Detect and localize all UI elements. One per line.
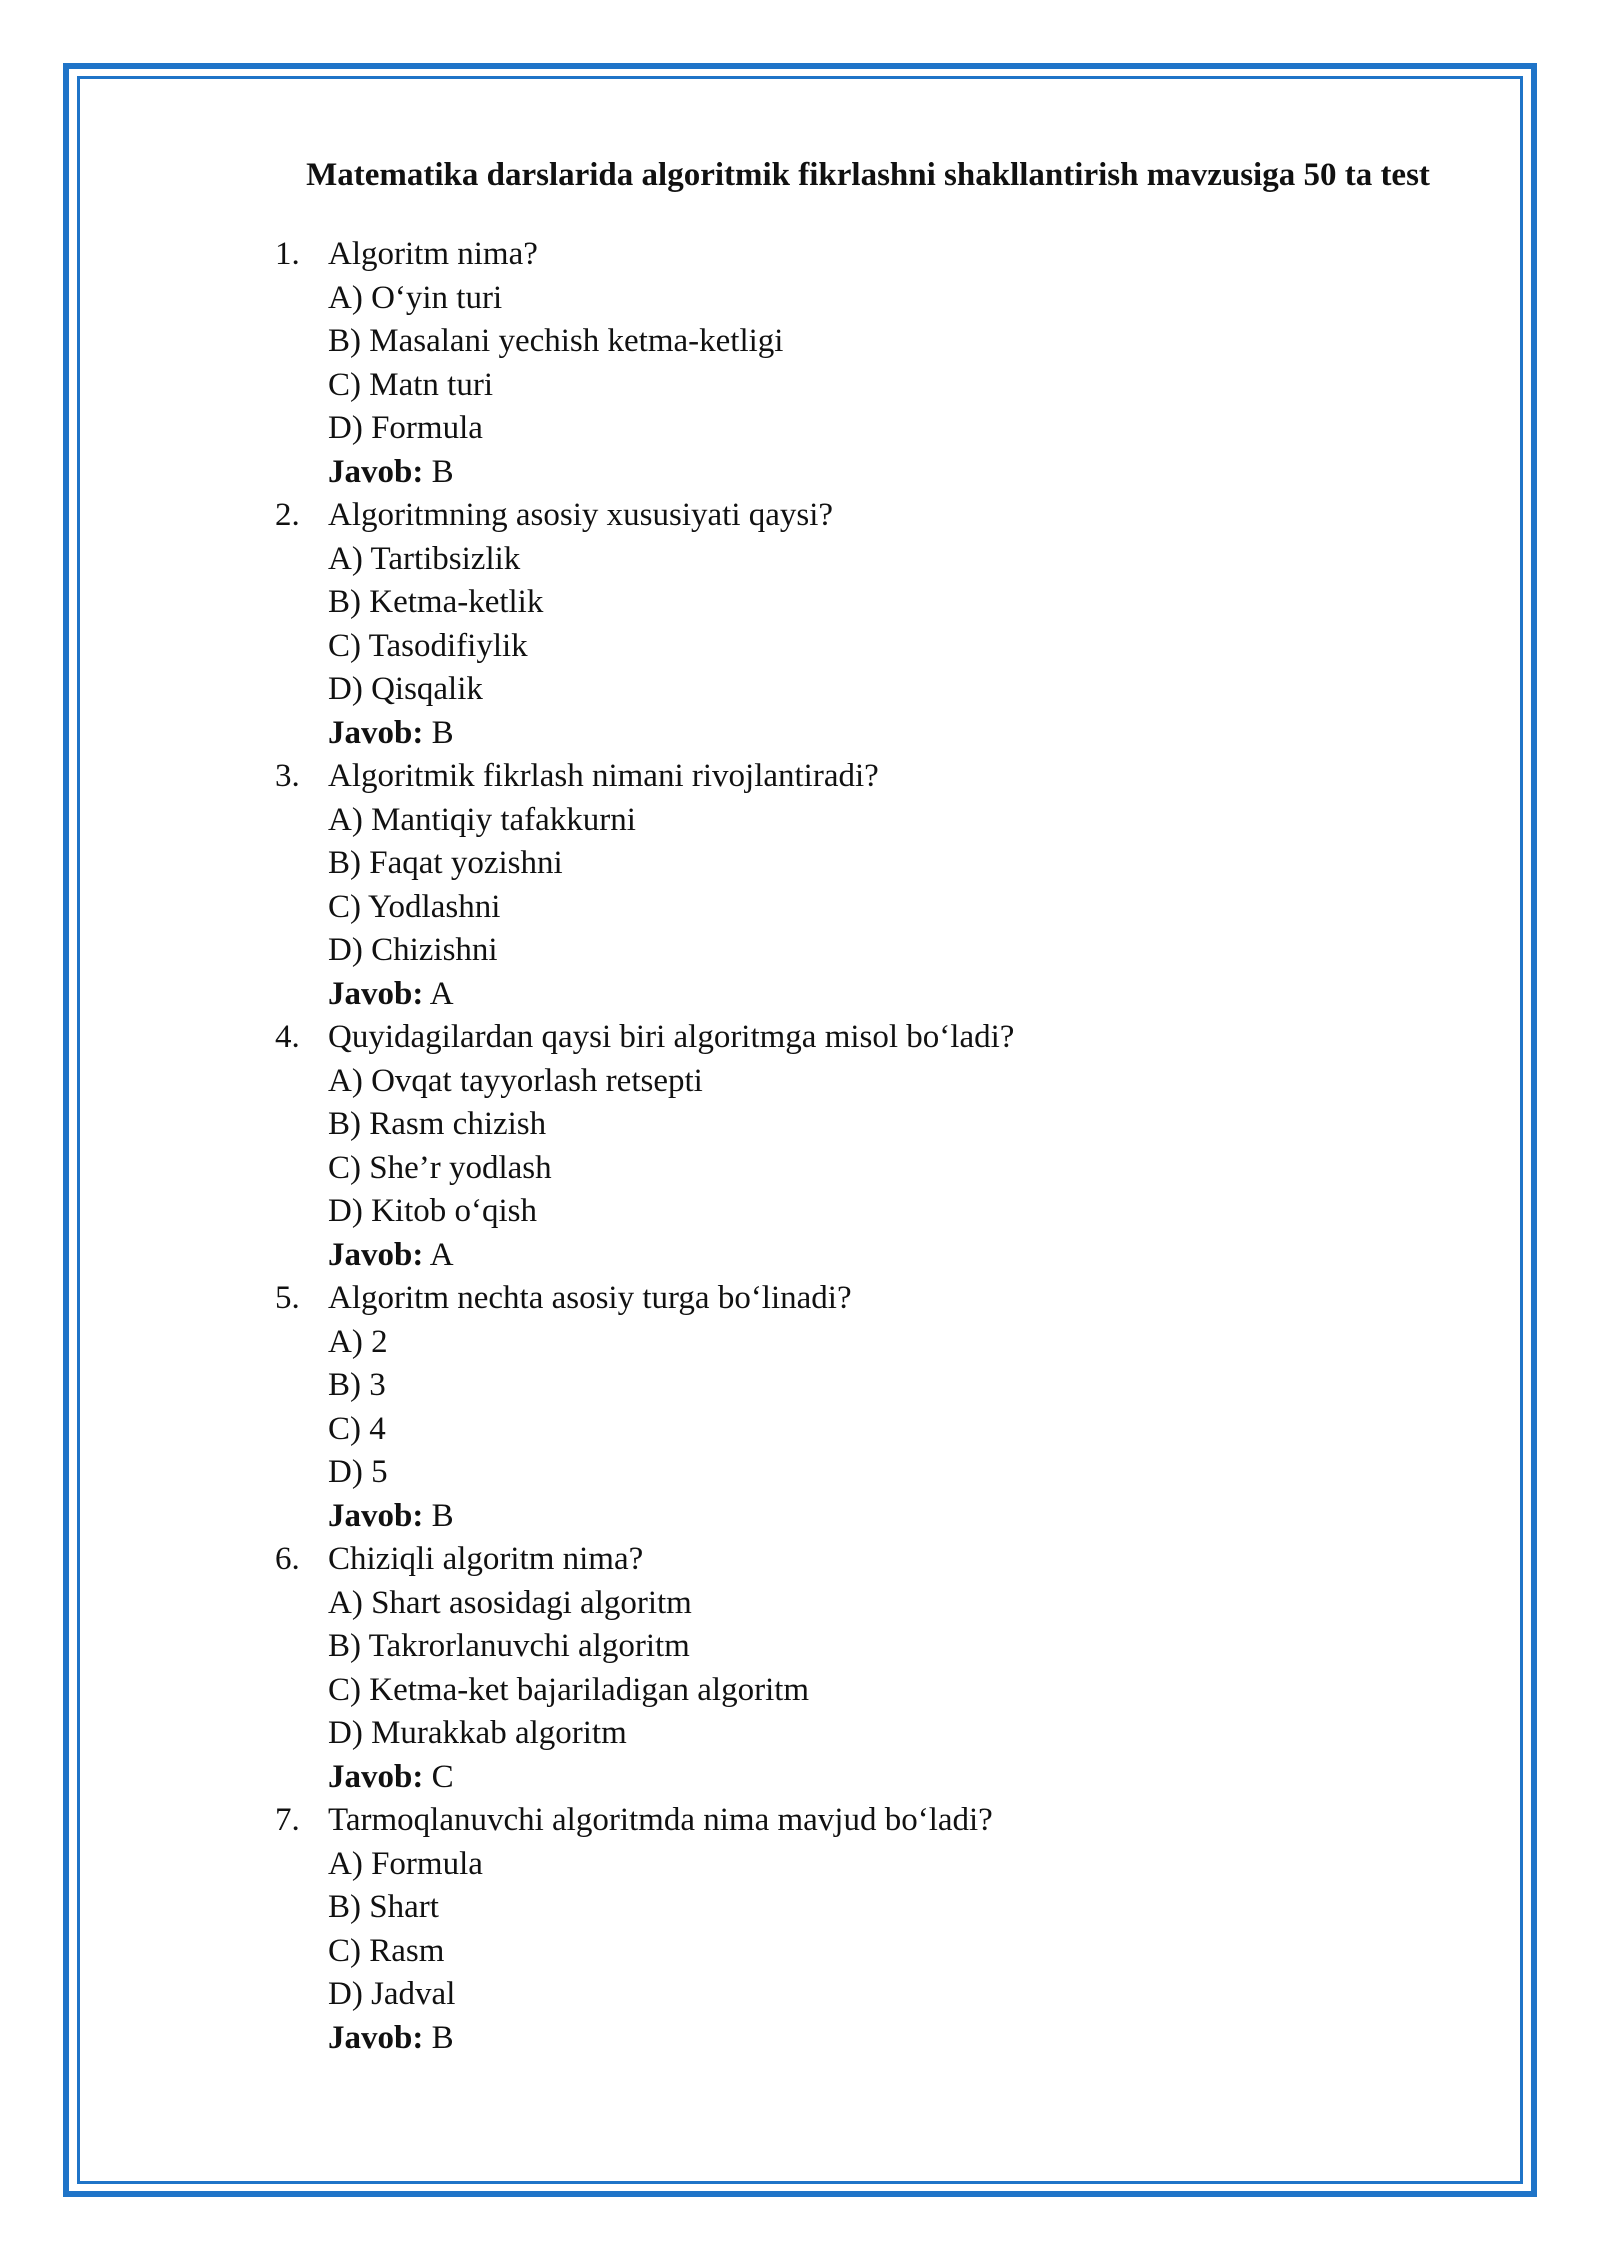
option-b: B) Shart <box>328 1889 439 1925</box>
question-text: Algoritm nima? <box>328 236 538 272</box>
question-number: 6. <box>275 1541 300 1577</box>
question-item <box>248 494 1488 755</box>
question-item <box>248 755 1488 1016</box>
question-text: Tarmoqlanuvchi algoritmda nima mavjud bo‘ladi? <box>328 1802 993 1838</box>
answer-line <box>328 973 1488 1017</box>
question-text: Algoritm nechta asosiy turga bo‘linadi? <box>328 1280 852 1316</box>
question-number: 1. <box>275 236 300 272</box>
question-item <box>248 233 1488 494</box>
question-number: 7. <box>275 1802 300 1838</box>
answer-label: Javob: <box>328 714 424 751</box>
option-a: A) Tartibsizlik <box>328 540 521 577</box>
option-a: A) Ovqat tayyorlash retsepti <box>328 1062 703 1099</box>
option-a: A) Shart asosidagi algoritm <box>328 1584 692 1621</box>
answer-label: Javob: <box>328 1236 424 1273</box>
option-b: B) Ketma-ketlik <box>328 584 544 620</box>
question-number: 3. <box>275 758 300 794</box>
answer-value: B <box>431 453 454 490</box>
option-a: A) O‘yin turi <box>328 279 503 316</box>
document-title: Matematika darslarida algoritmik fikrlashni shakllantirish mavzusiga 50 ta test <box>306 157 1430 193</box>
answer-line <box>328 712 1488 756</box>
option-c: C) She’r yodlash <box>328 1149 552 1186</box>
question-list <box>248 233 1488 2060</box>
option-a: A) Formula <box>328 1845 483 1882</box>
answer-line <box>328 1495 1488 1539</box>
option-b: B) 3 <box>328 1367 386 1403</box>
option-a: A) 2 <box>328 1323 388 1360</box>
answer-line <box>328 451 1488 495</box>
option-c: C) Ketma-ket bajariladigan algoritm <box>328 1671 810 1708</box>
answer-label: Javob: <box>328 1758 424 1795</box>
option-c: C) 4 <box>328 1410 386 1447</box>
document-content <box>248 153 1488 2060</box>
answer-value: B <box>431 1497 454 1534</box>
question-text: Chiziqli algoritm nima? <box>328 1541 644 1577</box>
option-b: B) Faqat yozishni <box>328 845 563 881</box>
option-d: D) 5 <box>328 1454 388 1490</box>
option-d: D) Chizishni <box>328 932 498 968</box>
answer-value: A <box>429 975 454 1012</box>
question-text: Algoritmning asosiy xususiyati qaysi? <box>328 497 834 533</box>
question-number: 4. <box>275 1019 300 1055</box>
question-item <box>248 1016 1488 1277</box>
option-c: C) Matn turi <box>328 366 493 403</box>
question-text: Algoritmik fikrlash nimani rivojlantiradi? <box>328 758 879 794</box>
option-d: D) Murakkab algoritm <box>328 1715 627 1751</box>
answer-label: Javob: <box>328 2019 424 2056</box>
question-item <box>248 1277 1488 1538</box>
question-number: 5. <box>275 1280 300 1316</box>
question-item <box>248 1538 1488 1799</box>
option-c: C) Rasm <box>328 1932 445 1969</box>
option-c: C) Yodlashni <box>328 888 501 925</box>
option-c: C) Tasodifiylik <box>328 627 528 664</box>
answer-value: B <box>431 2019 454 2056</box>
question-item <box>248 1799 1488 2060</box>
answer-label: Javob: <box>328 453 424 490</box>
option-d: D) Formula <box>328 410 483 446</box>
option-d: D) Jadval <box>328 1976 456 2012</box>
answer-label: Javob: <box>328 1497 424 1534</box>
question-number: 2. <box>275 497 300 533</box>
option-d: D) Qisqalik <box>328 671 483 707</box>
answer-value: C <box>431 1758 454 1795</box>
question-text: Quyidagilardan qaysi biri algoritmga misol bo‘ladi? <box>328 1019 1015 1055</box>
answer-line <box>328 2017 1488 2061</box>
option-b: B) Takrorlanuvchi algoritm <box>328 1628 690 1664</box>
answer-value: A <box>429 1236 454 1273</box>
option-d: D) Kitob o‘qish <box>328 1193 537 1229</box>
option-b: B) Rasm chizish <box>328 1106 547 1142</box>
answer-line <box>328 1756 1488 1800</box>
answer-line <box>328 1234 1488 1278</box>
answer-value: B <box>431 714 454 751</box>
option-b: B) Masalani yechish ketma-ketligi <box>328 323 784 359</box>
answer-label: Javob: <box>328 975 424 1012</box>
option-a: A) Mantiqiy tafakkurni <box>328 801 636 838</box>
